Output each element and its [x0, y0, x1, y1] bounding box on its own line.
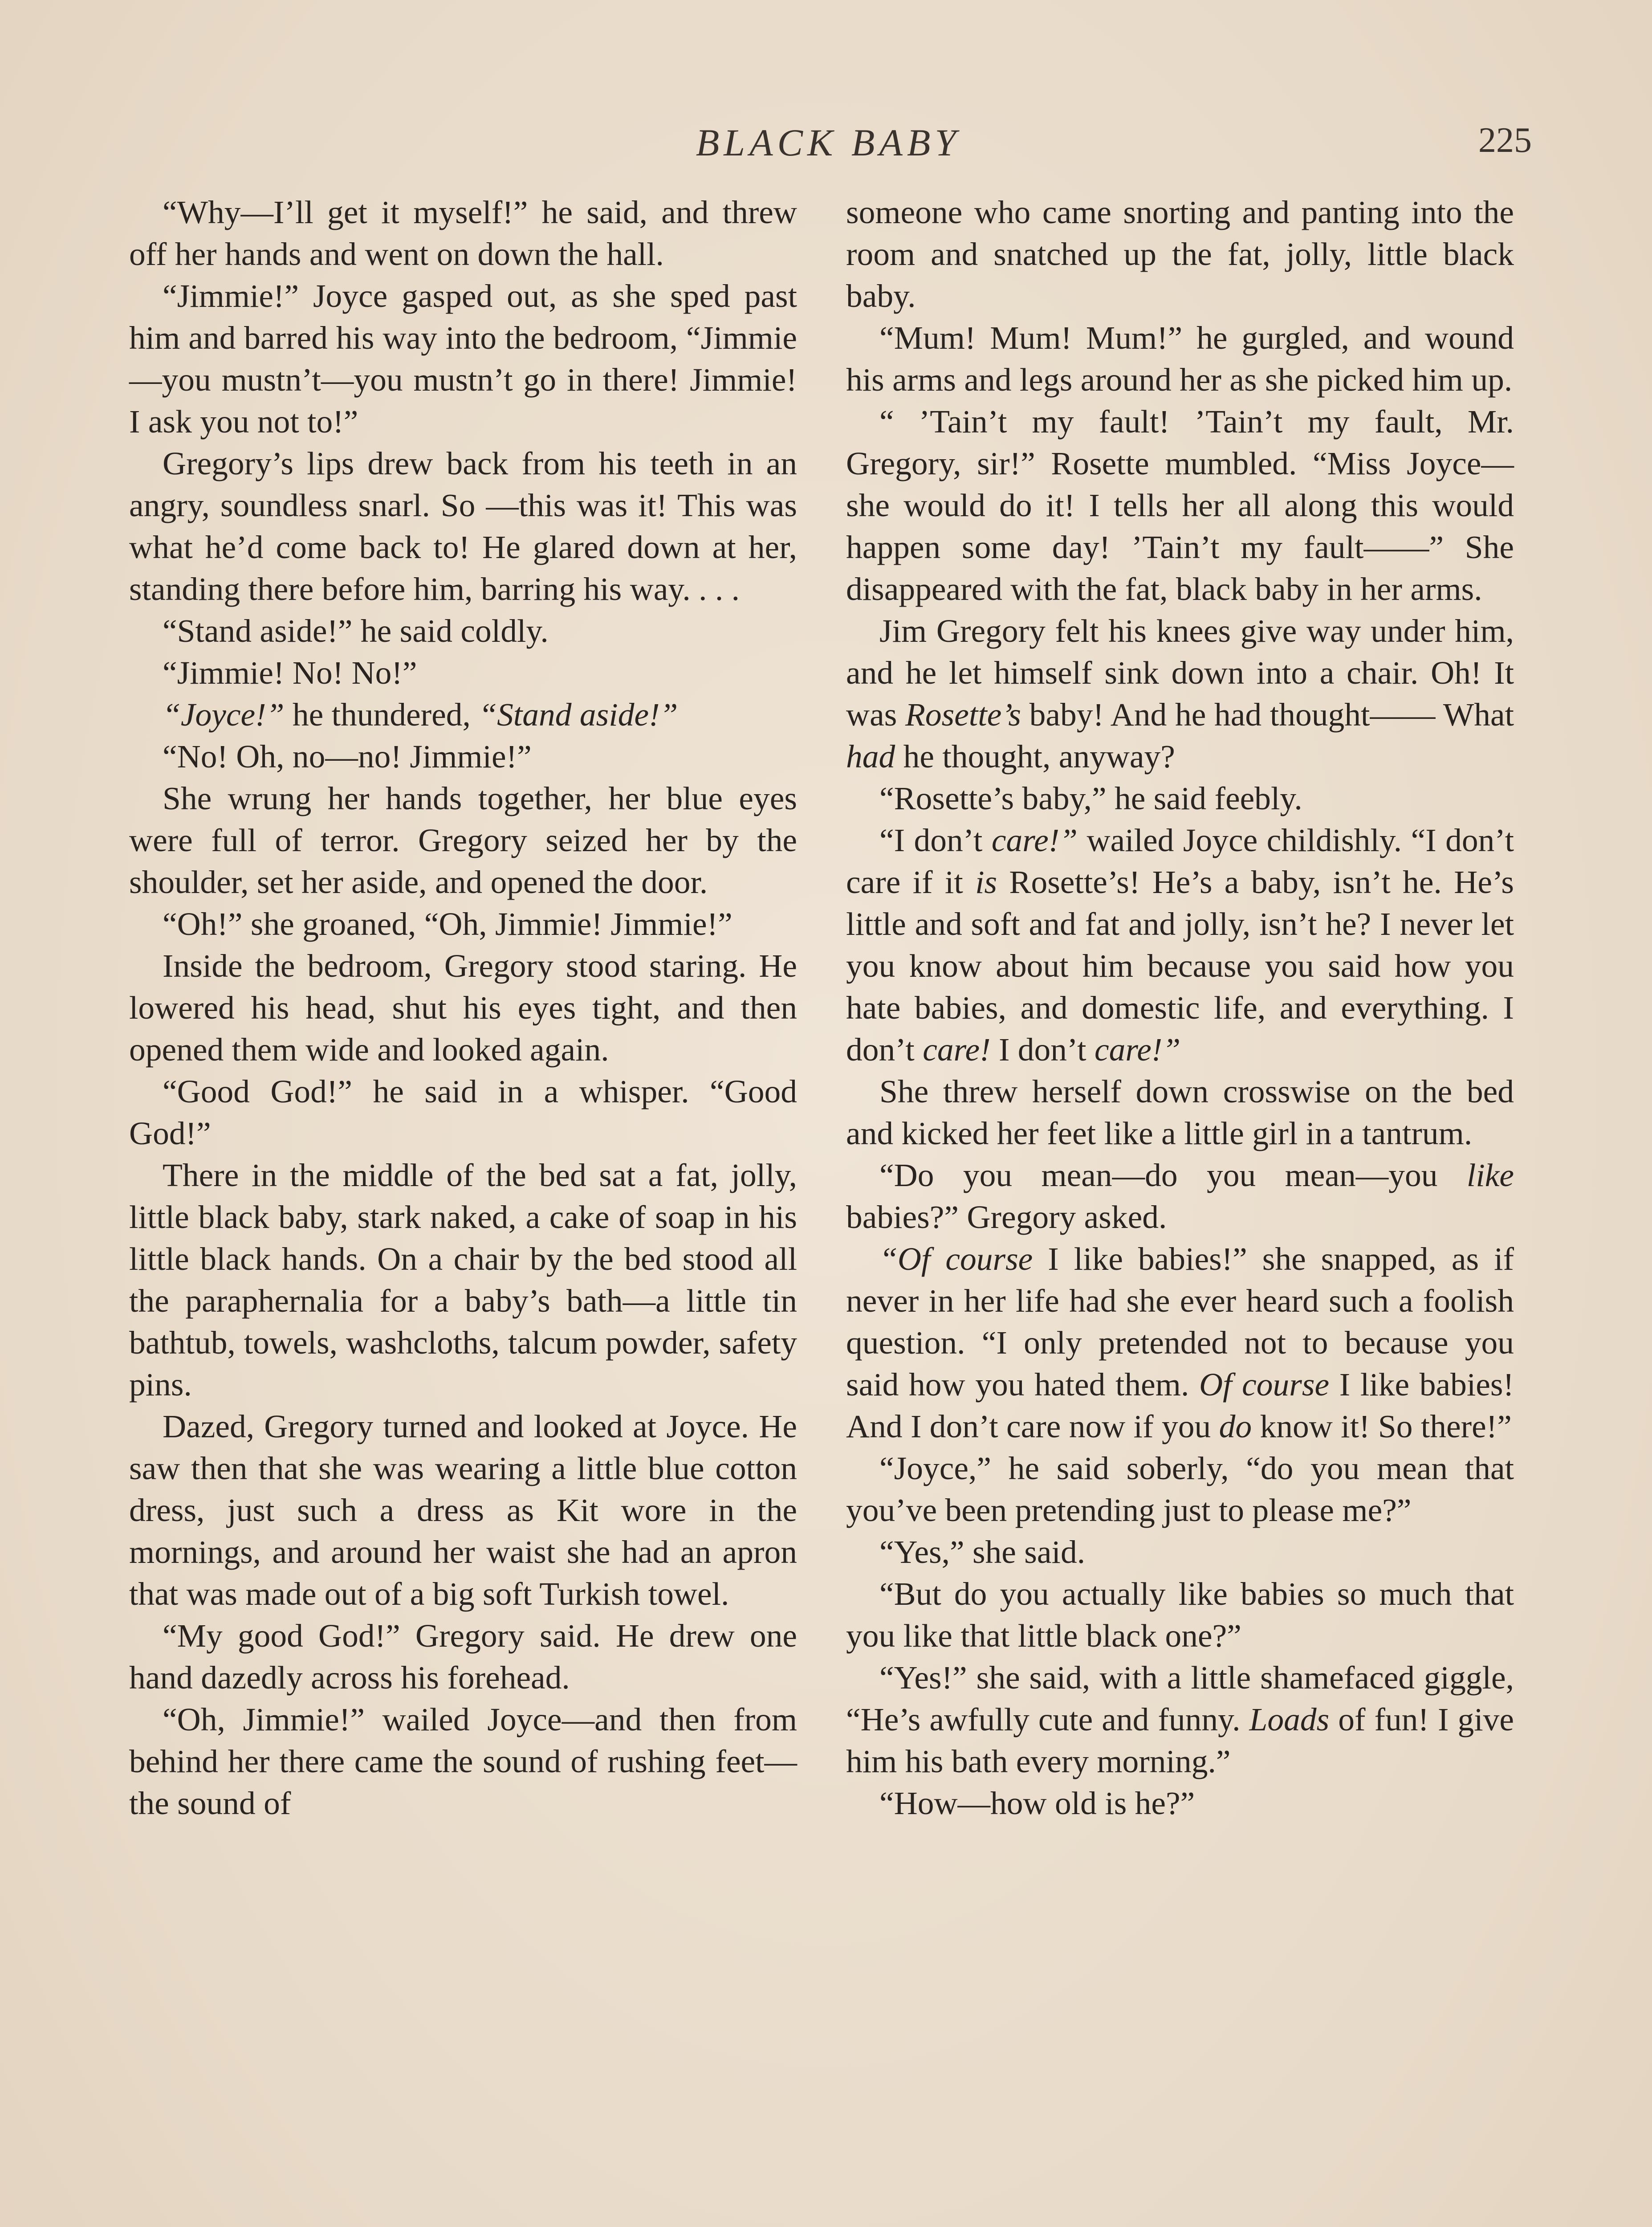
paragraph: “Joyce!” he thundered, “Stand aside!”	[163, 697, 678, 733]
paragraph: “Joyce,” he said soberly, “do you mean that you’ve been pretending just to please me?”	[846, 1450, 1514, 1528]
paragraph: “Oh!” she groaned, “Oh, Jimmie! Jimmie!”	[163, 906, 732, 942]
paragraph: “Good God!” he said in a whisper. “Good God!”	[129, 1073, 797, 1151]
paragraph: “I don’t care!” wailed Joyce childishly. “I don’t care if it is Rosette’s! He’s a baby, isn’t he. He’s little and soft and fat and jolly, isn’t he? I never let you know about him because you said how you hate babies, and domestic life, and everything. I don’t care! I don’t care!”	[846, 822, 1514, 1068]
paragraph: “Oh, Jimmie!” wailed Joyce—and then from behind her there came the sound of rushing feet—the sound of	[129, 1701, 797, 1821]
paragraph: “Why—I’ll get it myself!” he said, and threw off her hands and went on down the hall.	[129, 194, 797, 272]
paragraph: Dazed, Gregory turned and looked at Joyce. He saw then that she was wearing a little blue cotton dress, just such a dress as Kit wore in the mornings, and around her waist she had an apron that was made out of a big soft Turkish towel.	[129, 1408, 797, 1612]
paragraph: She threw herself down crosswise on the bed and kicked her feet like a little girl in a tantrum.	[846, 1073, 1514, 1151]
paragraph: “Do you mean—do you mean—you like babies?” Gregory asked.	[846, 1157, 1514, 1235]
paragraph: “But do you actually like babies so much that you like that little black one?”	[846, 1576, 1514, 1654]
paragraph: “Mum! Mum! Mum!” he gurgled, and wound his arms and legs around her as she picked him up.	[846, 320, 1514, 398]
paragraph: “Stand aside!” he said coldly.	[163, 613, 549, 649]
paragraph: “ ’Tain’t my fault! ’Tain’t my fault, Mr. Gregory, sir!” Rosette mumbled. “Miss Joyce—she would do it! I tells her all along this would happen some day! ’Tain’t my fault——” She disappeared with the fat, black baby in her arms.	[846, 404, 1514, 607]
paragraph: Jim Gregory felt his knees give way under him, and he let himself sink down into a chair. Oh! It was Rosette’s baby! And he had thought—— What had he thought, anyway?	[846, 613, 1514, 775]
paragraph: “How—how old is he?”	[879, 1785, 1195, 1821]
page-number: 225	[1478, 121, 1532, 160]
paragraph: “Jimmie!” Joyce gasped out, as she sped past him and barred his way into the bedroom, “Jimmie—you mustn’t—you mustn’t go in there! Jimmie! I ask you not to!”	[129, 278, 797, 440]
chapter-title: BLACK BABY	[696, 121, 961, 164]
paragraph: “Jimmie! No! No!”	[163, 655, 417, 691]
paragraph: “Yes!” she said, with a little shamefaced giggle, “He’s awfully cute and funny. Loads of fun! I give him his bath every morning.”	[846, 1660, 1514, 1779]
running-head	[125, 120, 1532, 169]
paragraph: There in the middle of the bed sat a fat, jolly, little black baby, stark naked, a cake of soap in his little black hands. On a chair by the bed stood all the paraphernalia for a baby’s bath—a little tin bathtub, towels, washcloths, talcum powder, safety pins.	[129, 1157, 797, 1403]
paragraph: someone who came snorting and panting into the room and snatched up the fat, jolly, little black baby.	[846, 194, 1514, 314]
paragraph: She wrung her hands together, her blue eyes were full of terror. Gregory seized her by the shoulder, set her aside, and opened the door.	[129, 780, 797, 900]
paragraph: “My good God!” Gregory said. He drew one hand dazedly across his forehead.	[129, 1618, 797, 1696]
paragraph: Gregory’s lips drew back from his teeth in an angry, soundless snarl. So —this was it! This was what he’d come back to! He glared down at her, standing there before him, barring his way. . . .	[129, 445, 797, 607]
paragraph: “No! Oh, no—no! Jimmie!”	[163, 738, 532, 775]
left-text-column	[129, 192, 797, 1824]
paragraph: “Yes,” she said.	[879, 1534, 1086, 1570]
paragraph: “Rosette’s baby,” he said feebly.	[879, 780, 1302, 816]
right-text-column	[846, 192, 1514, 1824]
paragraph: “Of course I like babies!” she snapped, as if never in her life had she ever heard such a foolish question. “I only pretended not to because you said how you hated them. Of course I like babies! And I don’t care now if you do know it! So there!”	[846, 1241, 1514, 1444]
paragraph: Inside the bedroom, Gregory stood staring. He lowered his head, shut his eyes tight, and then opened them wide and looked again.	[129, 948, 797, 1068]
